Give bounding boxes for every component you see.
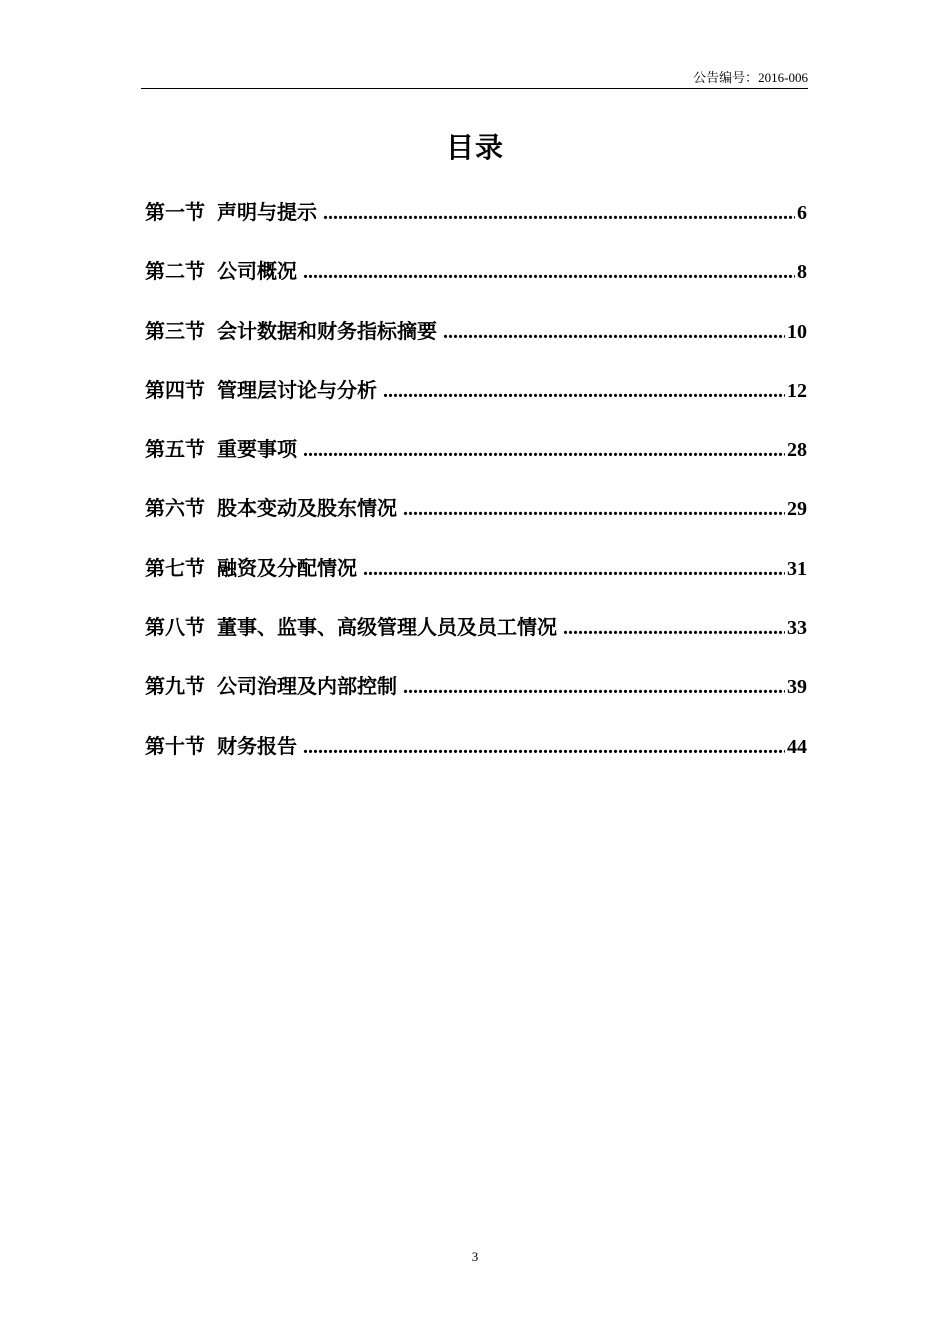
toc-page-number: 39 [787,676,807,699]
toc-section-number: 第八节 [145,615,205,640]
toc-section-title: 融资及分配情况 [217,555,357,580]
toc-page-number: 10 [787,320,807,343]
toc-section-title: 股本变动及股东情况 [217,496,397,521]
toc-page-number: 33 [787,617,807,640]
toc-section-number: 第五节 [145,437,205,462]
page-footer-number: 3 [471,1249,479,1264]
toc-section-title: 公司治理及内部控制 [217,674,397,699]
toc-section-number: 第一节 [145,200,205,224]
toc-page-number: 44 [787,735,807,758]
toc-entry-4[interactable] [145,374,807,433]
toc-dot-leader [443,321,785,344]
page-title: 目录 [445,131,504,164]
toc-dot-leader [403,498,785,521]
toc-page-number: 31 [787,557,807,580]
toc-section-number: 第四节 [145,377,205,402]
toc-entry-2[interactable] [145,255,807,314]
table-of-contents [145,196,807,789]
toc-entry-1[interactable] [145,196,807,255]
toc-section-title: 财务报告 [217,733,297,758]
toc-dot-leader [303,439,785,462]
page-header [141,62,808,89]
toc-entry-8[interactable] [145,611,807,670]
toc-page-number: 6 [797,202,807,224]
toc-dot-leader [403,676,785,699]
toc-section-number: 第六节 [145,496,205,521]
toc-entry-3[interactable] [145,315,807,374]
toc-section-title: 重要事项 [217,437,297,462]
toc-entry-5[interactable] [145,433,807,492]
toc-entry-6[interactable] [145,492,807,551]
toc-section-number: 第三节 [145,318,205,343]
toc-page-number: 8 [797,261,807,284]
toc-section-number: 第二节 [145,259,205,284]
toc-entry-9[interactable] [145,670,807,729]
toc-section-number: 第十节 [145,733,205,758]
toc-entry-10[interactable] [145,730,807,789]
toc-dot-leader [303,736,785,759]
toc-entry-7[interactable] [145,552,807,611]
toc-page-number: 28 [787,439,807,462]
announcement-number: 公告编号：2016-006 [693,70,808,85]
toc-dot-leader [363,558,785,581]
toc-section-title: 董事、监事、高级管理人员及员工情况 [217,615,557,640]
toc-section-title: 会计数据和财务指标摘要 [217,318,437,343]
toc-section-title: 管理层讨论与分析 [217,377,377,402]
toc-section-title: 声明与提示 [217,200,317,224]
toc-page-number: 29 [787,498,807,521]
toc-dot-leader [303,261,795,284]
toc-section-number: 第九节 [145,674,205,699]
toc-section-number: 第七节 [145,555,205,580]
toc-dot-leader [563,617,785,640]
toc-dot-leader [383,380,785,403]
toc-section-title: 公司概况 [217,259,297,284]
toc-page-number: 12 [787,379,807,402]
toc-dot-leader [323,202,795,225]
